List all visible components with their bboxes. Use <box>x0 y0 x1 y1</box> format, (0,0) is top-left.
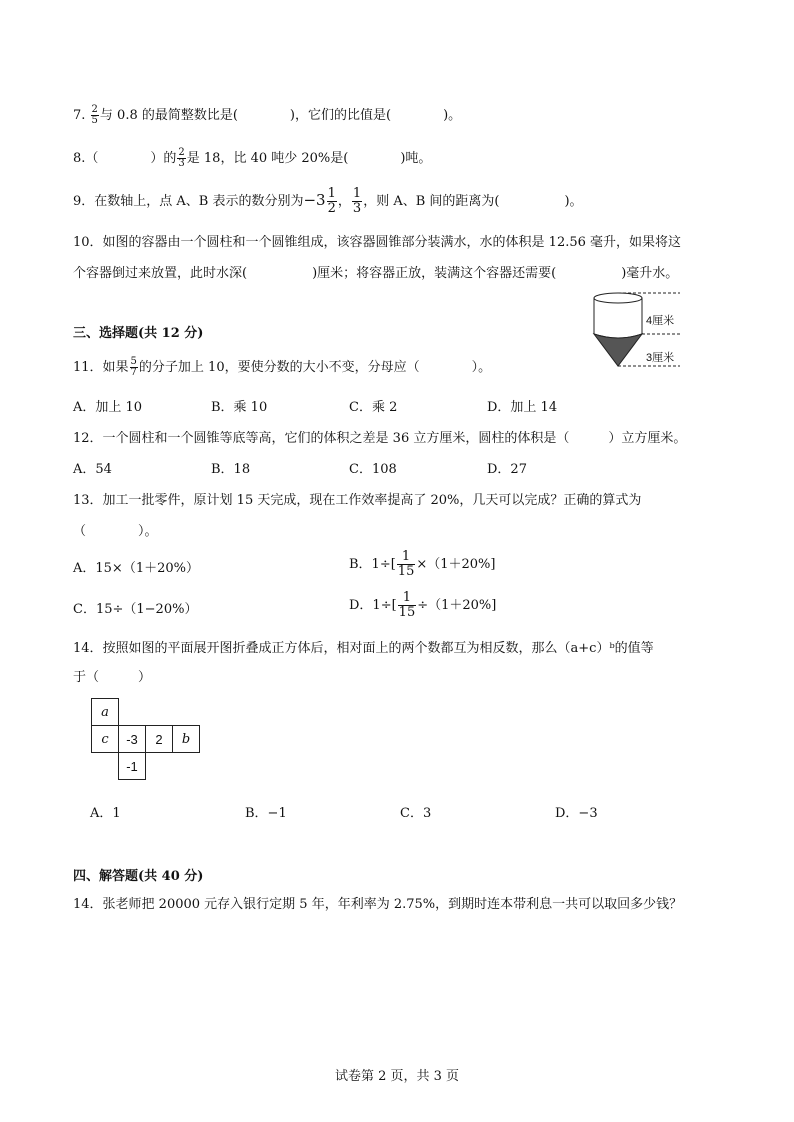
q13-option-c: C．15÷（1−20%） <box>73 602 198 617</box>
question-14b: 14．张老师把 20000 元存入银行定期 5 年，年利率为 2.75%，到期时连本带利息一共可以取回多少钱？ <box>73 897 683 912</box>
net-cell-a: a <box>91 698 119 726</box>
q7-fraction: $\frac{2}{5}$ <box>91 104 98 126</box>
q11-option-c: C．乘 2 <box>349 400 398 415</box>
q14-option-b: B．−1 <box>245 806 287 821</box>
net-cell-minus1: -1 <box>118 752 146 780</box>
q12-option-d: D．27 <box>487 462 527 477</box>
question-7 <box>73 104 461 126</box>
q13-option-a: A．15×（1＋20%） <box>73 561 199 576</box>
q8-prefix: 8.（ ）的 <box>73 151 177 166</box>
question-14-line-1: 14．按照如图的平面展开图折叠成正方体后，相对面上的两个数都互为相反数，那么（a+c）ᵇ的值等 <box>73 641 654 656</box>
question-12: 12．一个圆柱和一个圆锥等底等高，它们的体积之差是 36 立方厘米，圆柱的体积是（ ）立方厘米。 <box>73 431 687 446</box>
q14-option-c: C．3 <box>400 806 432 821</box>
page-footer: 试卷第 2 页，共 3 页 <box>334 1069 460 1084</box>
q12-option-b: B．18 <box>211 462 251 477</box>
q7-number: 7. <box>73 108 86 123</box>
q9-text: ，则 A、B 间的距离为( )。 <box>363 194 583 209</box>
q9-mixed-whole: −3 <box>303 191 326 209</box>
q13-d-fraction: $\frac{1}{15}$ <box>398 590 416 620</box>
q11-text: 的分子加上 10，要使分数的大小不变，分母应（ ）。 <box>138 360 492 375</box>
q11-prefix: 11．如果 <box>73 360 129 375</box>
q12-option-a: A．54 <box>73 462 112 477</box>
q13-option-d: D．1÷[ $\frac{1}{15}$ ÷（1＋20%] <box>349 590 497 620</box>
q8-text: 是 18，比 40 吨少 20%是( )吨。 <box>186 151 432 166</box>
question-9 <box>73 187 583 216</box>
q9-prefix: 9．在数轴上，点 A、B 表示的数分别为 <box>73 194 304 209</box>
q11-option-d: D．加上 14 <box>487 400 558 415</box>
q12-option-c: C．108 <box>349 462 397 477</box>
q11-fraction: $\frac{5}{7}$ <box>130 356 137 378</box>
figure-label-4cm: 4厘米 <box>646 315 675 327</box>
question-10-line-2: 个容器倒过来放置，此时水深( )厘米；将容器正放，装满这个容器还需要( )毫升水。 <box>73 266 679 281</box>
q7-text: 与 0.8 的最简整数比是( )，它们的比值是( )。 <box>99 108 462 123</box>
net-cell-minus3: -3 <box>118 725 146 753</box>
section-3-title: 三、选择题(共 12 分) <box>73 326 204 341</box>
q9-fraction-2: $\frac{1}{3}$ <box>352 186 362 216</box>
q11-option-b: B．乘 10 <box>211 400 268 415</box>
q14-option-d: D．−3 <box>555 806 598 821</box>
net-cell-2: 2 <box>145 725 173 753</box>
question-8 <box>73 147 431 169</box>
net-cell-c: c <box>91 725 119 753</box>
question-10-line-1: 10．如图的容器由一个圆柱和一个圆锥组成，该容器圆锥部分装满水，水的体积是 12.56 毫升，如果将这 <box>73 235 682 250</box>
question-14-line-2: 于（ ） <box>73 670 152 685</box>
q8-fraction: $\frac{2}{3}$ <box>178 147 185 169</box>
question-13-line-1: 13．加工一批零件，原计划 15 天完成，现在工作效率提高了 20%，几天可以完成？正确的算式为 <box>73 493 642 508</box>
figure-label-3cm: 3厘米 <box>646 352 675 364</box>
net-cell-b: b <box>172 725 200 753</box>
q9-mixed-fraction: $\frac{1}{2}$ <box>327 186 336 216</box>
q13-option-b: B．1÷[ $\frac{1}{15}$ ×（1＋20%] <box>349 549 496 579</box>
q14-option-a: A．1 <box>90 806 121 821</box>
q9-sep: ， <box>337 194 351 209</box>
question-13-line-2: （ ）。 <box>73 524 158 539</box>
q13-b-fraction: $\frac{1}{15}$ <box>397 549 415 579</box>
q11-option-a: A．加上 10 <box>73 400 143 415</box>
section-4-title: 四、解答题(共 40 分) <box>73 869 204 884</box>
question-11 <box>73 356 491 378</box>
